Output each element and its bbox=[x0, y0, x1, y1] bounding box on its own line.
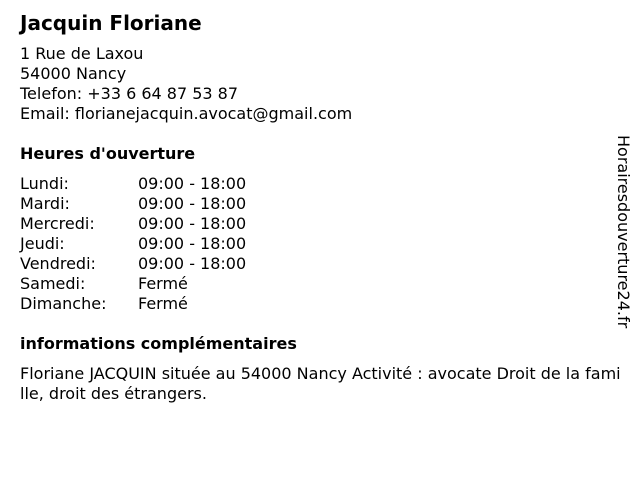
hours-row-saturday bbox=[20, 274, 246, 294]
day-hours: 09:00 - 18:00 bbox=[138, 234, 247, 253]
business-name: Jacquin Floriane bbox=[20, 11, 202, 35]
hours-row-friday bbox=[20, 254, 246, 274]
day-label: Dimanche: bbox=[20, 294, 107, 313]
day-hours: 09:00 - 18:00 bbox=[138, 254, 247, 273]
day-label: Samedi: bbox=[20, 274, 86, 293]
phone-number: Telefon: +33 6 64 87 53 87 bbox=[20, 84, 239, 103]
hours-row-thursday bbox=[20, 234, 246, 254]
opening-hours-heading: Heures d'ouverture bbox=[20, 144, 196, 163]
day-hours: 09:00 - 18:00 bbox=[138, 194, 247, 213]
day-hours: Fermé bbox=[138, 274, 188, 293]
day-label: Lundi: bbox=[20, 174, 69, 193]
day-label: Jeudi: bbox=[20, 234, 65, 253]
contact-block bbox=[20, 44, 352, 124]
opening-hours-table bbox=[20, 174, 246, 314]
additional-info-heading: informations complémentaires bbox=[20, 334, 297, 353]
day-hours: 09:00 - 18:00 bbox=[138, 214, 247, 233]
day-hours: Fermé bbox=[138, 294, 188, 313]
day-label: Mercredi: bbox=[20, 214, 95, 233]
day-label: Mardi: bbox=[20, 194, 70, 213]
city-postcode: 54000 Nancy bbox=[20, 64, 127, 83]
day-hours: 09:00 - 18:00 bbox=[138, 174, 247, 193]
additional-info-text: Floriane JACQUIN située au 54000 Nancy Activité : avocate Droit de la famille, droit des étrangers. bbox=[20, 364, 621, 403]
email-address: Email: florianejacquin.avocat@gmail.com bbox=[20, 104, 353, 123]
hours-row-sunday bbox=[20, 294, 246, 314]
hours-row-monday bbox=[20, 174, 246, 194]
street-address: 1 Rue de Laxou bbox=[20, 44, 144, 63]
hours-row-tuesday bbox=[20, 194, 246, 214]
day-label: Vendredi: bbox=[20, 254, 96, 273]
hours-row-wednesday bbox=[20, 214, 246, 234]
site-watermark: Horairesdouverture24.fr bbox=[614, 135, 633, 329]
